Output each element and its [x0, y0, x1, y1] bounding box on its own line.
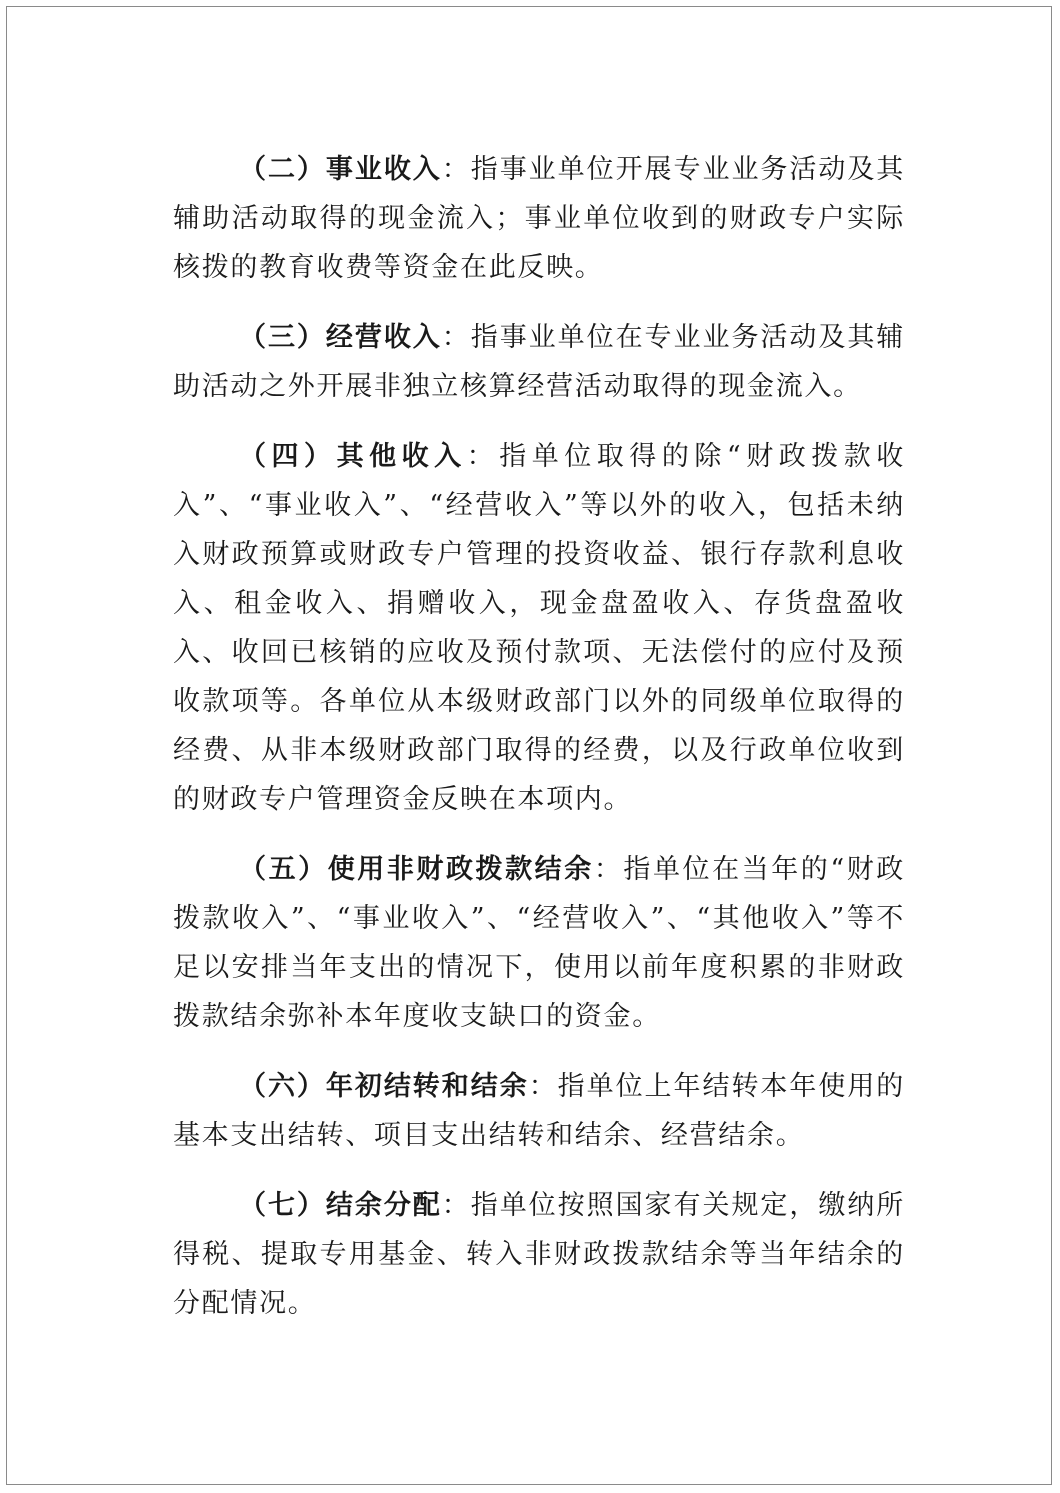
paragraph-heading: （三）经营收入 [239, 322, 442, 353]
paragraph-use-of-non-fiscal-surplus [173, 845, 905, 1041]
paragraph-opening-carryover [173, 1062, 905, 1160]
paragraph-text: ：指事业单位在专业业务活动及其辅助活动之外开展非独立核算经营活动取得的现金流入。 [173, 322, 905, 402]
paragraph-text: ：指事业单位开展专业业务活动及其辅助活动取得的现金流入；事业单位收到的财政专户实际核拨的教育收费等资金在此反映。 [173, 154, 905, 283]
paragraph-other-income [173, 432, 905, 824]
document-body [173, 145, 905, 1328]
paragraph-business-income [173, 145, 905, 292]
paragraph-operating-income [173, 313, 905, 411]
paragraph-text: ：指单位按照国家有关规定，缴纳所得税、提取专用基金、转入非财政拨款结余等当年结余的分配情况。 [173, 1190, 905, 1319]
paragraph-heading: （四）其他收入 [239, 441, 467, 472]
paragraph-text: ：指单位上年结转本年使用的基本支出结转、项目支出结转和结余、经营结余。 [173, 1071, 906, 1151]
paragraph-heading: （二）事业收入 [239, 154, 442, 185]
paragraph-text: ：指单位取得的除“财政拨款收入”、“事业收入”、“经营收入”等以外的收入，包括未纳入财政预算或财政专户管理的投资收益、银行存款利息收入、租金收入、捐赠收入，现金盘盈收入、存货盘盈收入、收回已核销的应收及预付款项、无法偿付的应付及预收款项等。各单位从本级财政部门以外的同级单位取得的经费、从非本级财政部门取得的经费，以及行政单位收到的财政专户管理资金反映在本项内。 [173, 441, 905, 815]
paragraph-text: ：指单位在当年的“财政拨款收入”、“事业收入”、“经营收入”、“其他收入”等不足以安排当年支出的情况下，使用以前年度积累的非财政拨款结余弥补本年度收支缺口的资金。 [173, 854, 905, 1032]
paragraph-heading: （六）年初结转和结余 [239, 1071, 529, 1102]
paragraph-surplus-distribution [173, 1181, 905, 1328]
paragraph-heading: （五）使用非财政拨款结余 [239, 854, 594, 885]
page [6, 6, 1052, 1485]
paragraph-heading: （七）结余分配 [239, 1190, 442, 1221]
